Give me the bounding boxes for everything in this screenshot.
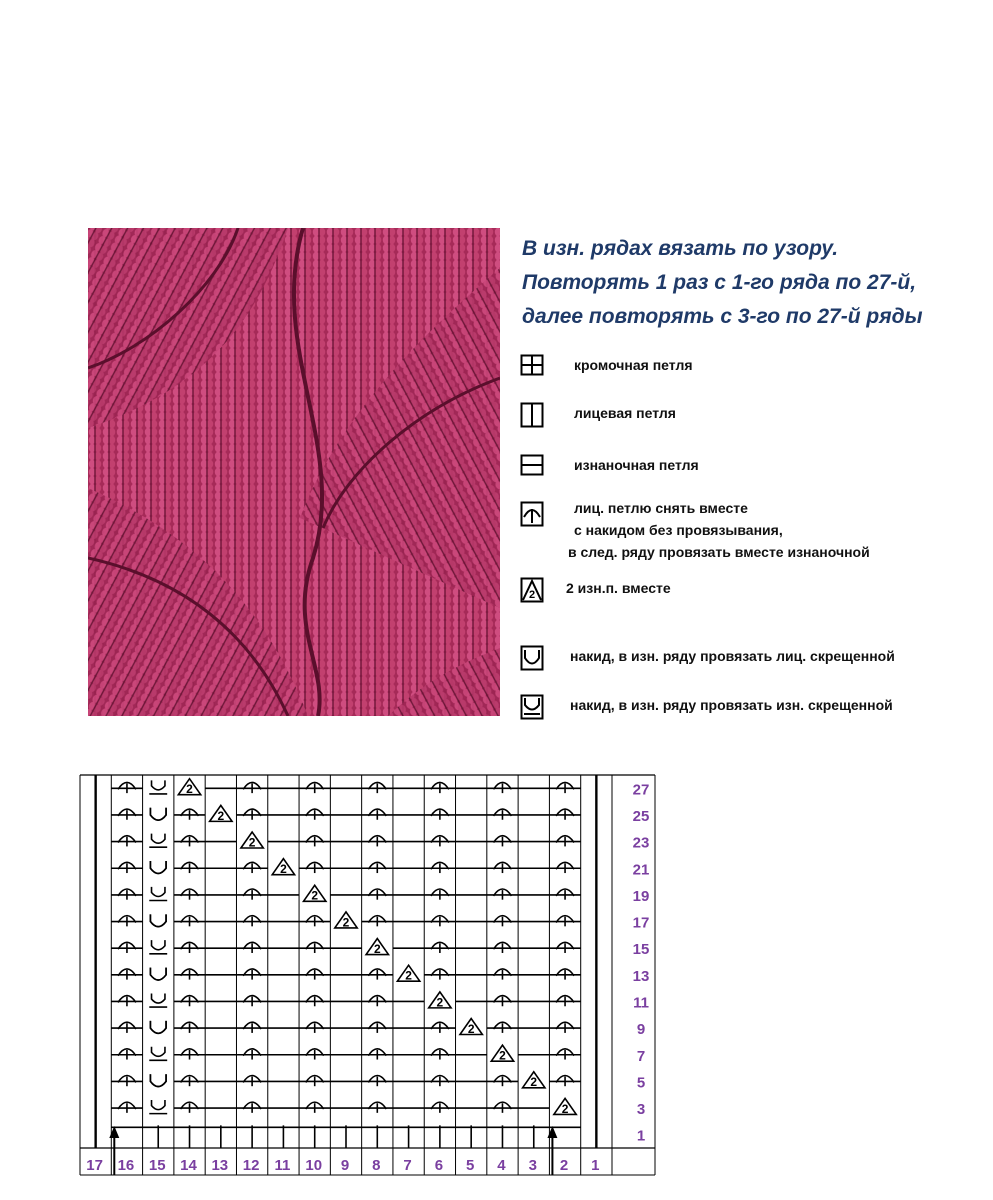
column-number-label: 3 [528, 1157, 537, 1174]
column-number-label: 2 [559, 1157, 569, 1174]
column-number-label: 14 [180, 1157, 197, 1174]
row-number-label: 5 [636, 1074, 646, 1092]
row-number-label: 9 [636, 1021, 646, 1039]
yarnover-purl-twisted-icon [152, 834, 165, 844]
decrease-count-text: 2 [311, 888, 319, 903]
row-number-label: 1 [636, 1127, 646, 1145]
yarnover-purl-twisted-icon [152, 887, 165, 897]
column-number-label: 4 [497, 1157, 506, 1174]
row-number-label: 13 [632, 967, 650, 985]
instruction-line-1: В изн. рядах вязать по узору. [522, 237, 839, 260]
decrease-count-text: 2 [530, 1075, 538, 1090]
column-number-label: 13 [211, 1157, 229, 1174]
decrease-count-text: 2 [248, 835, 256, 850]
row-number-label: 19 [632, 887, 650, 905]
column-number-label: 5 [466, 1157, 475, 1174]
decrease-count-text: 2 [342, 915, 350, 930]
legend-label: накид, в изн. ряду провязать лиц. скрещенной [570, 648, 895, 664]
decrease-count-text: 2 [186, 782, 193, 797]
yarnover-knit-twisted-icon [150, 808, 166, 820]
column-number-label: 7 [403, 1157, 412, 1174]
yarnover-purl-twisted-icon [152, 1100, 165, 1110]
legend-line: лиц. петлю снять вместе [574, 500, 748, 516]
column-number-label: 11 [274, 1157, 291, 1174]
legend-label: накид, в изн. ряду провязать изн. скрещенной [570, 697, 893, 713]
column-number-label: 12 [242, 1157, 260, 1174]
decrease-count-text: 2 [467, 1021, 475, 1036]
yarnover-knit-twisted-icon [150, 1021, 166, 1033]
column-number-label: 8 [372, 1157, 381, 1174]
decrease-count-text: 2 [561, 1101, 569, 1116]
row-number-label: 25 [632, 807, 650, 825]
instruction-line-3: далее повторять с 3-го по 27-й ряды [522, 305, 923, 328]
legend-line: в след. ряду провязать вместе изнаночной [568, 544, 870, 560]
decrease-count-text: 2 [436, 995, 444, 1010]
column-number-label: 15 [148, 1157, 166, 1174]
column-number-label: 6 [434, 1157, 444, 1174]
yarnover-knit-twisted-icon [150, 968, 166, 980]
row-number-label: 17 [632, 914, 650, 932]
legend-label: кромочная петля [574, 357, 693, 373]
row-number-label: 3 [636, 1101, 646, 1119]
decrease-count-text: 2 [499, 1048, 506, 1063]
yarnover-purl-twisted-icon [152, 780, 165, 790]
yarnover-purl-twisted-icon [152, 940, 165, 950]
decrease-count-text: 2 [528, 589, 536, 601]
instruction-line-2: Повторять 1 раз с 1-го ряда по 27-й, [522, 271, 917, 294]
row-number-label: 23 [632, 834, 650, 852]
column-number-label: 17 [86, 1157, 103, 1174]
yarnover-purl-twisted-icon [152, 993, 165, 1003]
decrease-count-text: 2 [373, 941, 381, 956]
row-number-label: 11 [633, 994, 649, 1012]
decrease-count-text: 2 [280, 862, 287, 877]
row-number-label: 15 [632, 941, 650, 959]
column-number-label: 16 [117, 1157, 135, 1174]
column-number-label: 10 [305, 1157, 323, 1174]
row-number-label: 27 [632, 781, 650, 799]
decrease-count-text: 2 [405, 968, 412, 983]
legend-label: 2 изн.п. вместе [566, 580, 671, 596]
legend-line: с накидом без провязывания, [574, 522, 783, 538]
row-number-label: 7 [636, 1047, 646, 1065]
yarnover-purl-twisted-icon [152, 1047, 165, 1057]
yarnover-knit-twisted-icon [150, 1074, 166, 1086]
yarnover-knit-twisted-icon [150, 914, 166, 926]
column-number-label: 1 [591, 1157, 600, 1174]
yarnover-knit-twisted-icon [150, 861, 166, 873]
row-number-label: 21 [632, 861, 650, 879]
decrease-count-text: 2 [217, 808, 225, 823]
legend-label: лицевая петля [574, 405, 676, 421]
legend-label: изнаночная петля [574, 457, 699, 473]
column-number-label: 9 [340, 1157, 350, 1174]
